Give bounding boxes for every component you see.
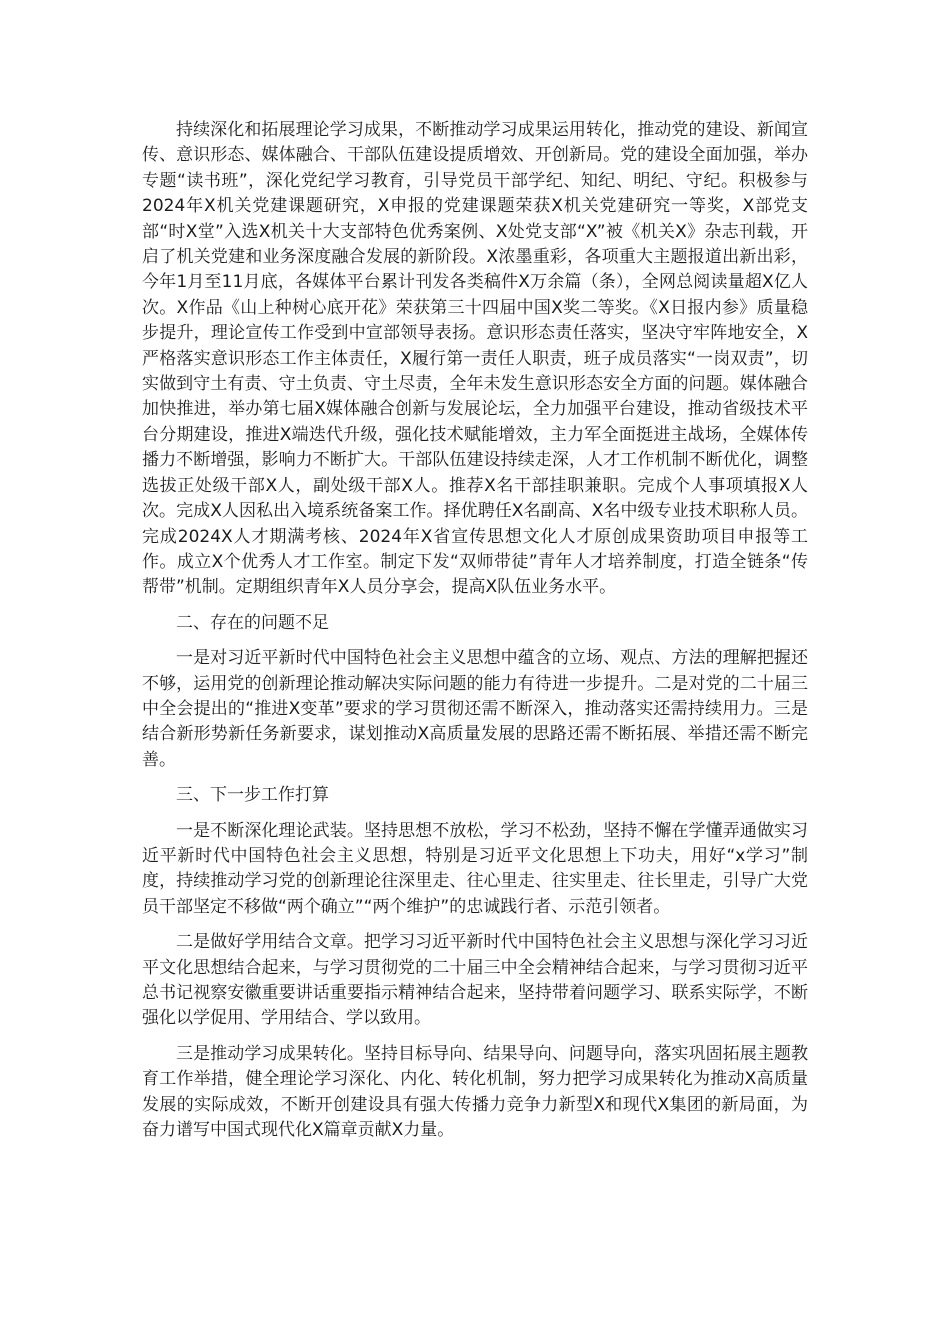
paragraph-transformation: 三是推动学习成果转化。坚持目标导向、结果导向、问题导向，落实巩固拓展主题教育工作举措，健全理论学习深化、内化、转化机制，努力把学习成果转化为推动X高质量发展的实际成效，不断开创建设具有强大传播力竞争力新型X和现代X集团的新局面，为奋力谱写中国式现代化X篇章贡献X力量。: [142, 1043, 808, 1141]
paragraph-achievements: 持续深化和拓展理论学习成果，不断推动学习成果运用转化，推动党的建设、新闻宣传、意识形态、媒体融合、干部队伍建设提质增效、开创新局。党的建设全面加强，举办专题“读书班”，深化党纪学习教育，引导党员干部学纪、知纪、明纪、守纪。积极参与2024年X机关党建课题研究，X申报的党建课题荣获X机关党建研究一等奖，X部党支部“时X堂”入选X机关十大支部特色优秀案例、X处党支部“X”被《机关X》杂志刊载，开启了机关党建和业务深度融合发展的新阶段。X浓墨重彩，各项重大主题报道出新出彩，今年1月至11月底，各媒体平台累计刊发各类稿件X万余篇（条），全网总阅读量超X亿人次。X作品《山上种树心底开花》荣获第三十四届中国X奖二等奖。《X日报内参》质量稳步提升，理论宣传工作受到中宣部领导表扬。意识形态责任落实，坚决守牢阵地安全，X严格落实意识形态工作主体责任，X履行第一责任人职责，班子成员落实“一岗双责”，切实做到守土有责、守土负责、守土尽责，全年未发生意识形态安全方面的问题。媒体融合加快推进，举办第七届X媒体融合创新与发展论坛，全力加强平台建设，推动省级技术平台分期建设，推进X端迭代升级，强化技术赋能增效，主力军全面挺进主战场，全媒体传播力不断增强，影响力不断扩大。干部队伍建设持续走深，人才工作机制不断优化，调整选拔正处级干部X人，副处级干部X人。推荐X名干部挂职兼职。完成个人事项填报X人次。完成X人因私出入境系统备案工作。择优聘任X名副高、X名中级专业技术职称人员。完成2024X人才期满考核、2024年X省宣传思想文化人才原创成果资助项目申报等工作。成立X个优秀人才工作室。制定下发“双师带徒”青年人才培养制度，打造全链条“传帮带”机制。定期组织青年X人员分享会，提高X队伍业务水平。: [142, 120, 808, 598]
document-body: [142, 118, 808, 1143]
paragraph-theory: 一是不断深化理论武装。坚持思想不放松，学习不松劲，坚持不懈在学懂弄通做实习近平新时代中国特色社会主义思想，特别是习近平文化思想上下功夫，用好“x学习”制度，持续推动学习党的创新理论往深里走、往心里走、往实里走、往长里走，引导广大党员干部坚定不移做“两个确立”“两个维护”的忠诚践行者、示范引领者。: [142, 820, 808, 917]
paragraph-application: 二是做好学用结合文章。把学习习近平新时代中国特色社会主义思想与深化学习习近平文化思想结合起来，与学习贯彻党的二十届三中全会精神结合起来，与学习贯彻习近平总书记视察安徽重要讲话重要指示精神结合起来，坚持带着问题学习、联系实际学，不断强化以学促用、学用结合、学以致用。: [142, 932, 808, 1029]
heading-next-steps: 三、下一步工作打算: [176, 785, 329, 806]
heading-problems: 二、存在的问题不足: [176, 612, 329, 633]
paragraph-problems: 一是对习近平新时代中国特色社会主义思想中蕴含的立场、观点、方法的理解把握还不够，运用党的创新理论推动解决实际问题的能力有待进一步提升。二是对党的二十届三中全会提出的“推进X变革”要求的学习贯彻还需不断深入，推动落实还需持续用力。三是结合新形势新任务新要求，谋划推动X高质量发展的思路还需不断拓展、举措还需不断完善。: [142, 648, 808, 770]
